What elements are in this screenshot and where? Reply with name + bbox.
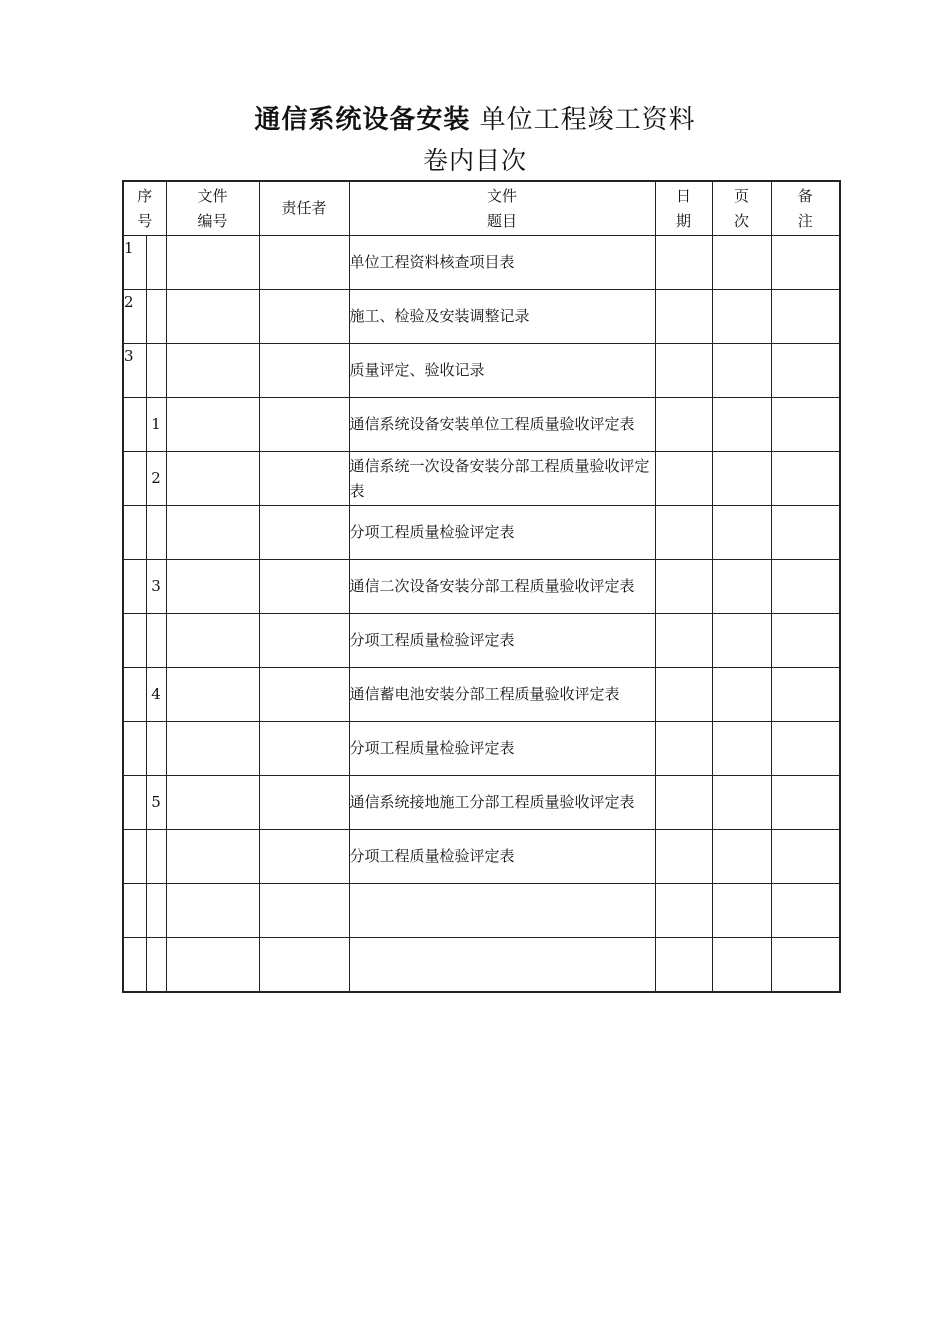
page-cell — [712, 884, 771, 938]
seq-sub-cell — [146, 236, 166, 290]
doc-no-cell — [166, 398, 259, 452]
responsible-cell — [259, 290, 349, 344]
table-row — [123, 560, 840, 614]
seq-main-cell — [123, 776, 146, 830]
doc-no-cell — [166, 236, 259, 290]
remark-cell — [771, 506, 840, 560]
title-bold-part: 通信系统设备安装 — [254, 105, 471, 135]
seq-sub-cell: 5 — [146, 776, 166, 830]
seq-sub-cell — [146, 344, 166, 398]
table-row — [123, 344, 840, 398]
seq-main-cell — [123, 938, 146, 993]
doc-title-cell — [349, 884, 655, 938]
header-row — [123, 181, 840, 236]
doc-title-cell: 施工、检验及安装调整记录 — [349, 290, 655, 344]
document-subtitle: 卷内目次 — [422, 146, 527, 175]
catalog-table — [122, 180, 841, 993]
remark-cell — [771, 830, 840, 884]
page-cell — [712, 560, 771, 614]
doc-no-cell — [166, 452, 259, 506]
table-row — [123, 776, 840, 830]
seq-sub-cell — [146, 614, 166, 668]
remark-cell — [771, 938, 840, 993]
remark-cell — [771, 236, 840, 290]
seq-main-cell — [123, 452, 146, 506]
table-row — [123, 884, 840, 938]
remark-cell — [771, 884, 840, 938]
seq-sub-cell — [146, 506, 166, 560]
page-cell — [712, 776, 771, 830]
doc-no-cell — [166, 938, 259, 993]
doc-title-cell: 质量评定、验收记录 — [349, 344, 655, 398]
doc-title-cell: 通信系统一次设备安装分部工程质量验收评定表 — [349, 452, 655, 506]
seq-sub-cell: 4 — [146, 668, 166, 722]
seq-main-cell — [123, 830, 146, 884]
table-row — [123, 236, 840, 290]
document-title — [0, 100, 950, 140]
table-row — [123, 452, 840, 506]
date-cell — [655, 614, 712, 668]
doc-no-cell — [166, 830, 259, 884]
date-cell — [655, 884, 712, 938]
responsible-cell — [259, 884, 349, 938]
page-cell — [712, 506, 771, 560]
seq-main-cell — [123, 614, 146, 668]
seq-sub-cell: 3 — [146, 560, 166, 614]
table-row — [123, 722, 840, 776]
date-cell — [655, 722, 712, 776]
doc-title-cell — [349, 938, 655, 993]
table-row — [123, 938, 840, 993]
seq-main-cell — [123, 722, 146, 776]
table-row — [123, 290, 840, 344]
col-header-doc-title: 文件 题目 — [349, 181, 655, 236]
seq-main-cell: 2 — [123, 290, 146, 344]
col-header-responsible: 责任者 — [259, 181, 349, 236]
remark-cell — [771, 776, 840, 830]
doc-title-cell: 分项工程质量检验评定表 — [349, 830, 655, 884]
table-row — [123, 830, 840, 884]
page-cell — [712, 938, 771, 993]
remark-cell — [771, 722, 840, 776]
col-header-doc-no: 文件 编号 — [166, 181, 259, 236]
remark-cell — [771, 560, 840, 614]
doc-no-cell — [166, 884, 259, 938]
remark-cell — [771, 398, 840, 452]
doc-no-cell — [166, 290, 259, 344]
responsible-cell — [259, 614, 349, 668]
seq-main-cell — [123, 884, 146, 938]
seq-main-cell — [123, 506, 146, 560]
col-header-page: 页 次 — [712, 181, 771, 236]
remark-cell — [771, 344, 840, 398]
doc-title-cell: 分项工程质量检验评定表 — [349, 506, 655, 560]
seq-sub-cell — [146, 722, 166, 776]
col-header-seq: 序 号 — [123, 181, 166, 236]
date-cell — [655, 830, 712, 884]
responsible-cell — [259, 722, 349, 776]
seq-main-cell: 3 — [123, 344, 146, 398]
seq-main-cell: 1 — [123, 236, 146, 290]
date-cell — [655, 938, 712, 993]
doc-no-cell — [166, 506, 259, 560]
doc-title-cell: 分项工程质量检验评定表 — [349, 722, 655, 776]
page-cell — [712, 236, 771, 290]
date-cell — [655, 452, 712, 506]
table-row — [123, 668, 840, 722]
date-cell — [655, 668, 712, 722]
remark-cell — [771, 668, 840, 722]
doc-title-cell: 单位工程资料核查项目表 — [349, 236, 655, 290]
doc-no-cell — [166, 722, 259, 776]
date-cell — [655, 236, 712, 290]
title-regular-part: 单位工程竣工资料 — [479, 105, 696, 135]
doc-no-cell — [166, 344, 259, 398]
responsible-cell — [259, 560, 349, 614]
seq-sub-cell — [146, 290, 166, 344]
doc-no-cell — [166, 614, 259, 668]
responsible-cell — [259, 344, 349, 398]
date-cell — [655, 560, 712, 614]
date-cell — [655, 506, 712, 560]
page-cell — [712, 344, 771, 398]
seq-sub-cell: 2 — [146, 452, 166, 506]
page-cell — [712, 722, 771, 776]
doc-title-cell: 通信系统设备安装单位工程质量验收评定表 — [349, 398, 655, 452]
page-cell — [712, 830, 771, 884]
col-header-date: 日 期 — [655, 181, 712, 236]
page-cell — [712, 614, 771, 668]
doc-title-cell: 通信系统接地施工分部工程质量验收评定表 — [349, 776, 655, 830]
seq-sub-cell: 1 — [146, 398, 166, 452]
col-header-remark: 备 注 — [771, 181, 840, 236]
doc-title-cell: 通信二次设备安装分部工程质量验收评定表 — [349, 560, 655, 614]
responsible-cell — [259, 830, 349, 884]
table-row — [123, 398, 840, 452]
seq-sub-cell — [146, 938, 166, 993]
page-cell — [712, 452, 771, 506]
date-cell — [655, 344, 712, 398]
responsible-cell — [259, 938, 349, 993]
seq-main-cell — [123, 668, 146, 722]
remark-cell — [771, 290, 840, 344]
date-cell — [655, 398, 712, 452]
responsible-cell — [259, 668, 349, 722]
date-cell — [655, 290, 712, 344]
responsible-cell — [259, 776, 349, 830]
page-cell — [712, 290, 771, 344]
doc-title-cell: 通信蓄电池安装分部工程质量验收评定表 — [349, 668, 655, 722]
responsible-cell — [259, 398, 349, 452]
doc-no-cell — [166, 560, 259, 614]
table-row — [123, 506, 840, 560]
page-cell — [712, 668, 771, 722]
responsible-cell — [259, 452, 349, 506]
table-row — [123, 614, 840, 668]
seq-sub-cell — [146, 884, 166, 938]
seq-main-cell — [123, 560, 146, 614]
doc-no-cell — [166, 776, 259, 830]
seq-sub-cell — [146, 830, 166, 884]
doc-no-cell — [166, 668, 259, 722]
seq-main-cell — [123, 398, 146, 452]
doc-title-cell: 分项工程质量检验评定表 — [349, 614, 655, 668]
date-cell — [655, 776, 712, 830]
responsible-cell — [259, 506, 349, 560]
responsible-cell — [259, 236, 349, 290]
remark-cell — [771, 614, 840, 668]
page-cell — [712, 398, 771, 452]
remark-cell — [771, 452, 840, 506]
